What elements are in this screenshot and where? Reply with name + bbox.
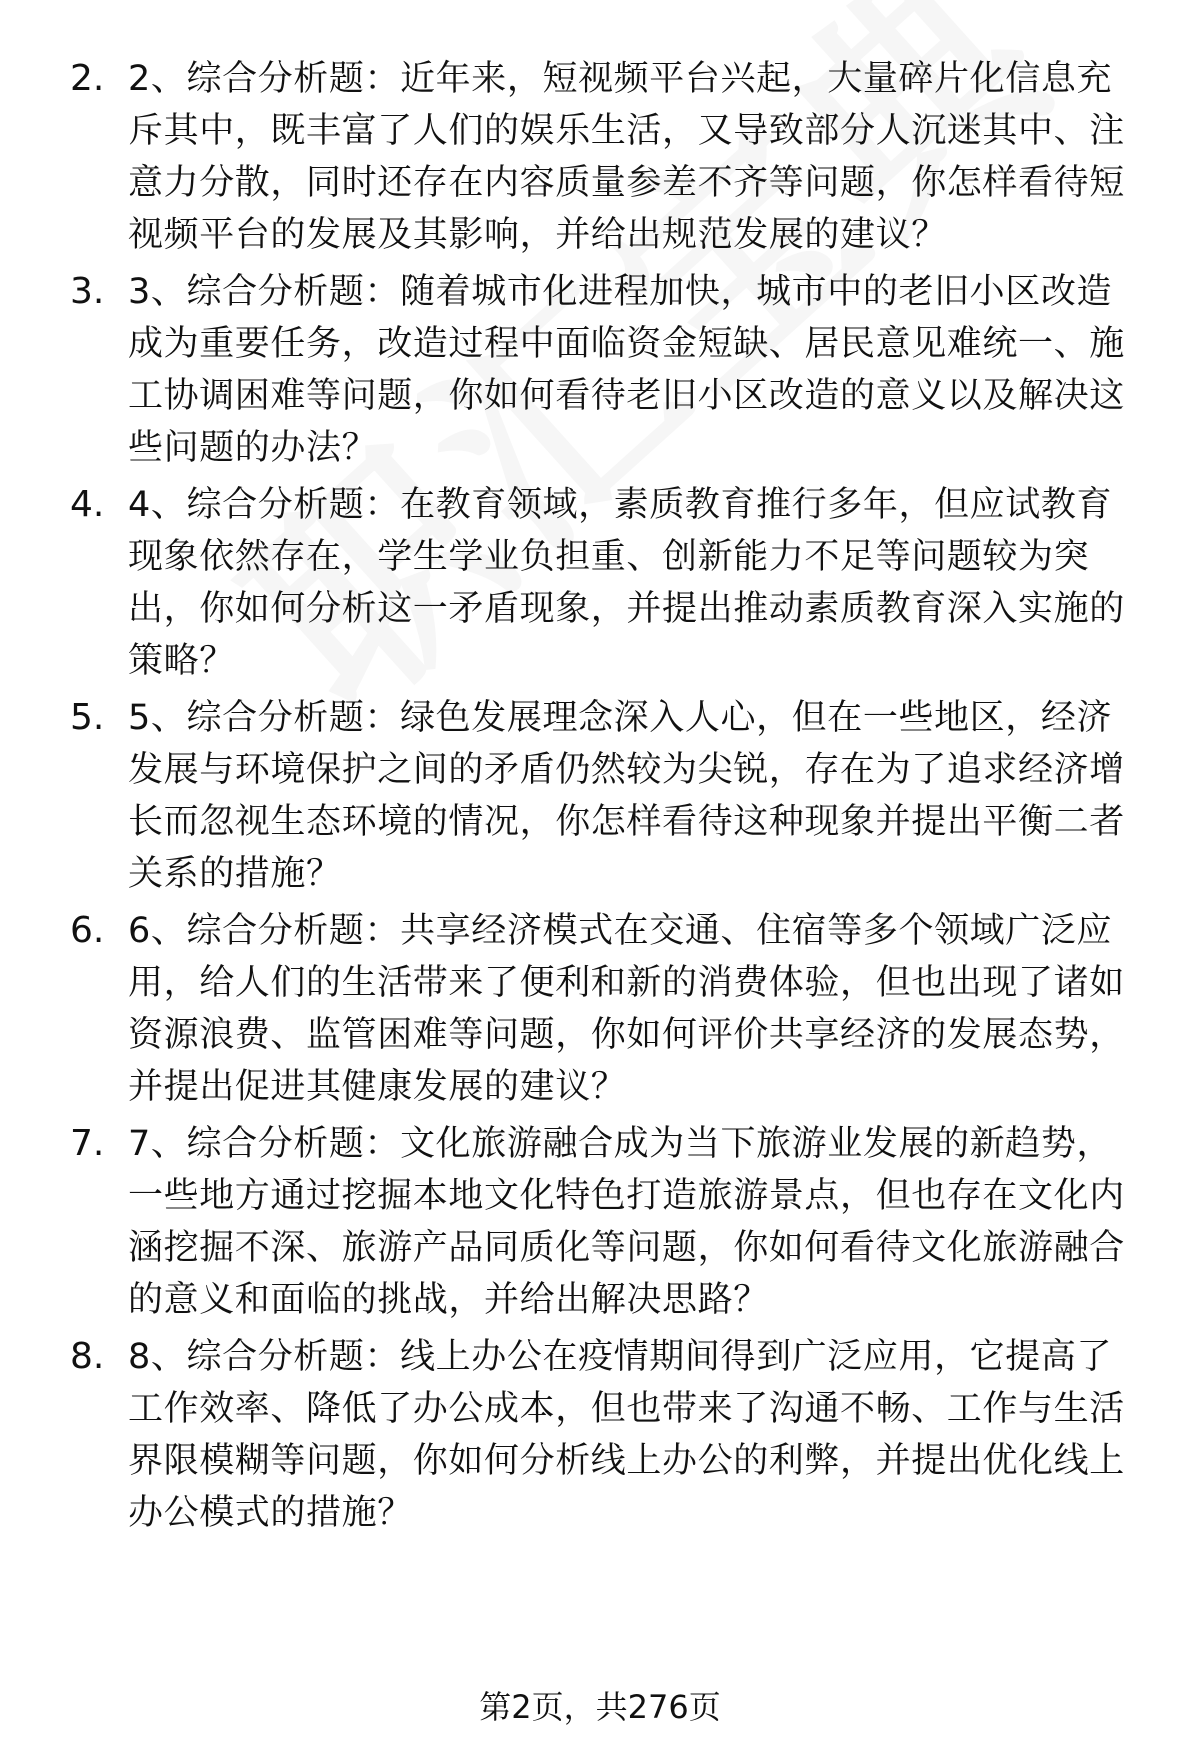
question-number: 2. <box>70 58 105 99</box>
question-item <box>70 905 1170 1118</box>
page-footer <box>0 1685 1200 1729</box>
question-item <box>70 692 1170 905</box>
question-text: 5、综合分析题：绿色发展理念深入人心，但在一些地区，经济发展与环境保护之间的矛盾仍然较为尖锐，存在为了追求经济增长而忽视生态环境的情况，你怎样看待这种现象并提出平衡二者关系的措施？ <box>128 698 1125 894</box>
question-number: 3. <box>70 271 105 312</box>
question-number: 5. <box>70 697 105 738</box>
question-text: 6、综合分析题：共享经济模式在交通、住宿等多个领域广泛应用，给人们的生活带来了便利和新的消费体验，但也出现了诸如资源浪费、监管困难等问题，你如何评价共享经济的发展态势，并提出促进其健康发展的建议？ <box>128 911 1125 1107</box>
question-number: 6. <box>70 910 105 951</box>
question-number: 4. <box>70 484 105 525</box>
question-text: 2、综合分析题：近年来，短视频平台兴起，大量碎片化信息充斥其中，既丰富了人们的娱乐生活，又导致部分人沉迷其中、注意力分散，同时还存在内容质量参差不齐等问题，你怎样看待短视频平台的发展及其影响，并给出规范发展的建议？ <box>128 59 1125 255</box>
page-number-label: 第2页，共276页 <box>479 1688 721 1726</box>
question-list <box>70 53 1170 1544</box>
question-text: 7、综合分析题：文化旅游融合成为当下旅游业发展的新趋势，一些地方通过挖掘本地文化特色打造旅游景点，但也存在文化内涵挖掘不深、旅游产品同质化等问题，你如何看待文化旅游融合的意义和面临的挑战，并给出解决思路？ <box>128 1124 1125 1320</box>
question-item <box>70 1331 1170 1544</box>
question-number: 8. <box>70 1336 105 1377</box>
question-text: 8、综合分析题：线上办公在疫情期间得到广泛应用，它提高了工作效率、降低了办公成本，但也带来了沟通不畅、工作与生活界限模糊等问题，你如何分析线上办公的利弊，并提出优化线上办公模式的措施？ <box>128 1337 1125 1533</box>
question-item <box>70 266 1170 479</box>
question-number: 7. <box>70 1123 105 1164</box>
question-item <box>70 1118 1170 1331</box>
question-text: 4、综合分析题：在教育领域，素质教育推行多年，但应试教育现象依然存在，学生学业负担重、创新能力不足等问题较为突出，你如何分析这一矛盾现象，并提出推动素质教育深入实施的策略？ <box>128 485 1125 681</box>
question-item <box>70 479 1170 692</box>
question-item <box>70 53 1170 266</box>
question-text: 3、综合分析题：随着城市化进程加快，城市中的老旧小区改造成为重要任务，改造过程中面临资金短缺、居民意见难统一、施工协调困难等问题，你如何看待老旧小区改造的意义以及解决这些问题的办法？ <box>128 272 1125 468</box>
